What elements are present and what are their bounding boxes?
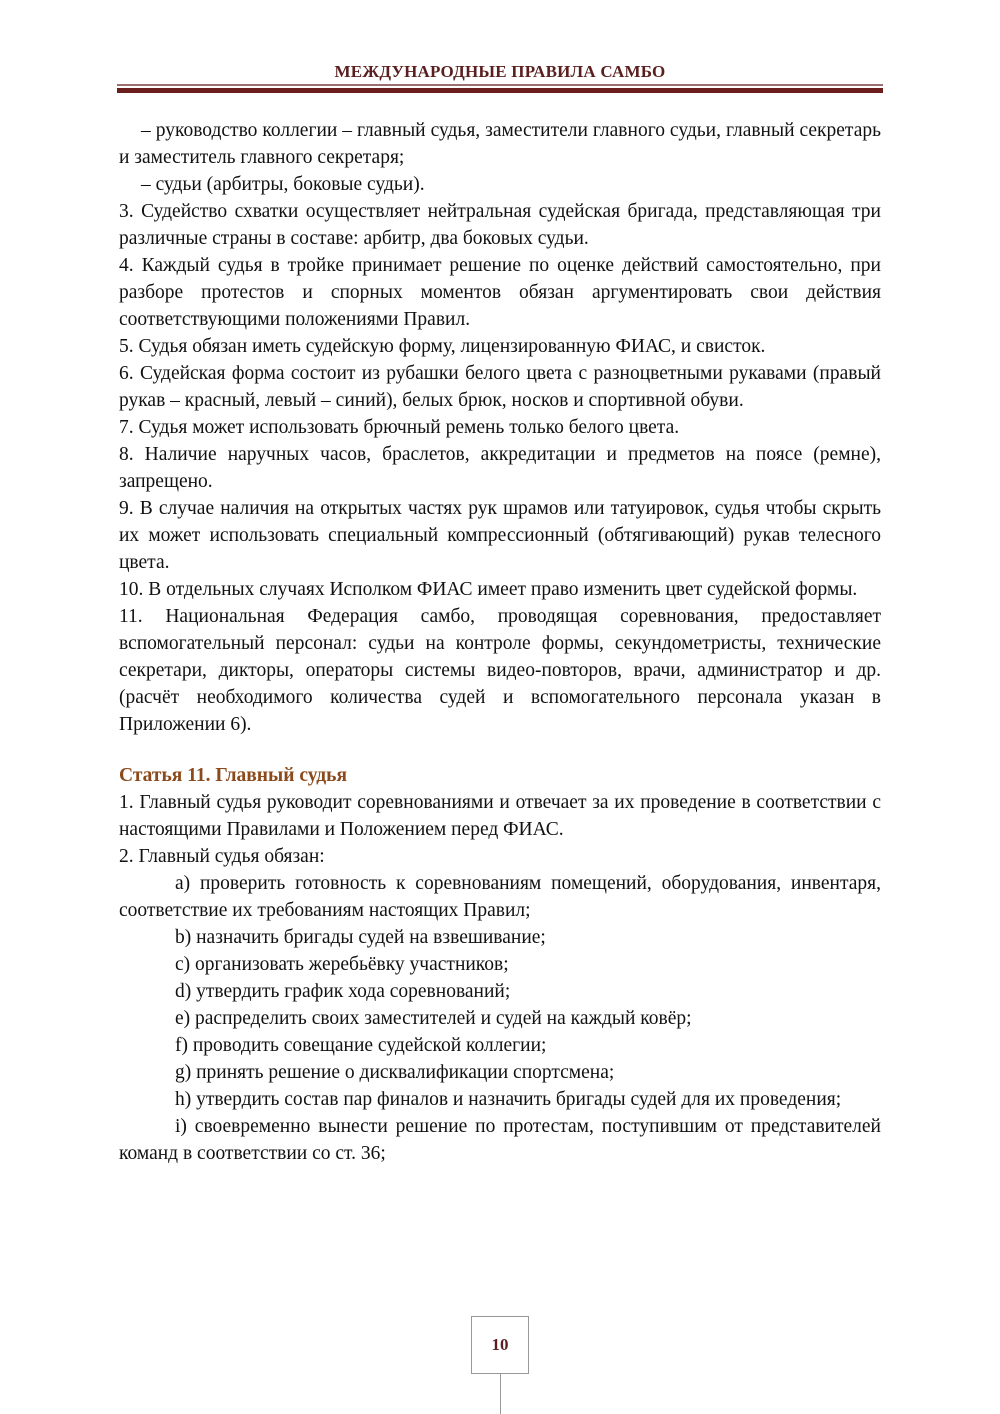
paragraph-item-11: 11. Национальная Федерация самбо, проводящая соревнования, предоставляет вспомогательный персонал: судьи на контроле формы, секундометристы, технические секретари, дикторы, операторы системы видео-повторов, врачи, администратор и др. (расчёт необходимого количества судей и вспомогательного персонала указан в Приложении 6).	[119, 606, 881, 735]
header-rule-thin	[117, 84, 883, 86]
sub-item-c: c) организовать жеребьёвку участников;	[175, 954, 509, 975]
paragraph-dash-2: – судьи (арбитры, боковые судьи).	[141, 174, 425, 195]
sub-item-d: d) утвердить график хода соревнований;	[175, 981, 511, 1002]
sub-item-b: b) назначить бригады судей на взвешивание;	[175, 927, 546, 948]
header-rule-thick	[117, 88, 883, 93]
page-number-stem	[500, 1374, 501, 1414]
running-header-title: МЕЖДУНАРОДНЫЕ ПРАВИЛА САМБО	[334, 62, 666, 81]
paragraph-item-3: 3. Судейство схватки осуществляет нейтральная судейская бригада, представляющая три различные страны в составе: арбитр, два боковых судьи.	[119, 201, 881, 249]
sub-item-e: e) распределить своих заместителей и судей на каждый ковёр;	[175, 1008, 692, 1029]
page-content	[119, 117, 881, 1167]
section-item-2: 2. Главный судья обязан:	[119, 846, 325, 867]
section-item-1: 1. Главный судья руководит соревнованиями и отвечает за их проведение в соответствии с настоящими Правилами и Положением перед ФИАС.	[119, 792, 881, 840]
paragraph-item-8: 8. Наличие наручных часов, браслетов, аккредитации и предметов на поясе (ремне), запрещено.	[119, 444, 881, 492]
page-number: 10	[491, 1335, 509, 1354]
page-number-box	[471, 1316, 529, 1374]
paragraph-item-10: 10. В отдельных случаях Исполком ФИАС имеет право изменить цвет судейской формы.	[119, 579, 858, 600]
paragraph-item-6: 6. Судейская форма состоит из рубашки белого цвета с разноцветными рукавами (правый рукав – красный, левый – синий), белых брюк, носков и спортивной обуви.	[119, 363, 881, 411]
paragraph-item-9: 9. В случае наличия на открытых частях рук шрамов или татуировок, судья чтобы скрыть их может использовать специальный компрессионный (обтягивающий) рукав телесного цвета.	[119, 498, 881, 573]
paragraph-item-7: 7. Судья может использовать брючный ремень только белого цвета.	[119, 417, 680, 438]
sub-item-h: h) утвердить состав пар финалов и назначить бригады судей для их проведения;	[175, 1089, 842, 1110]
paragraph-item-5: 5. Судья обязан иметь судейскую форму, лицензированную ФИАС, и свисток.	[119, 336, 766, 357]
paragraph-item-4: 4. Каждый судья в тройке принимает решение по оценке действий самостоятельно, при разборе протестов и спорных моментов обязан аргументировать свои действия соответствующими положениями Правил.	[119, 255, 881, 330]
sub-item-g: g) принять решение о дисквалификации спортсмена;	[175, 1062, 615, 1083]
sub-item-i: i) своевременно вынести решение по протестам, поступившим от представителей команд в соответствии со ст. 36;	[119, 1116, 881, 1164]
section-heading: Статья 11. Главный судья	[119, 765, 348, 786]
sub-item-f: f) проводить совещание судейской коллегии;	[175, 1035, 547, 1056]
paragraph-dash-1: – руководство коллегии – главный судья, заместители главного судьи, главный секретарь и заместитель главного секретаря;	[119, 120, 881, 168]
sub-item-a: a) проверить готовность к соревнованиям помещений, оборудования, инвентаря, соответствие их требованиям настоящих Правил;	[119, 873, 881, 921]
